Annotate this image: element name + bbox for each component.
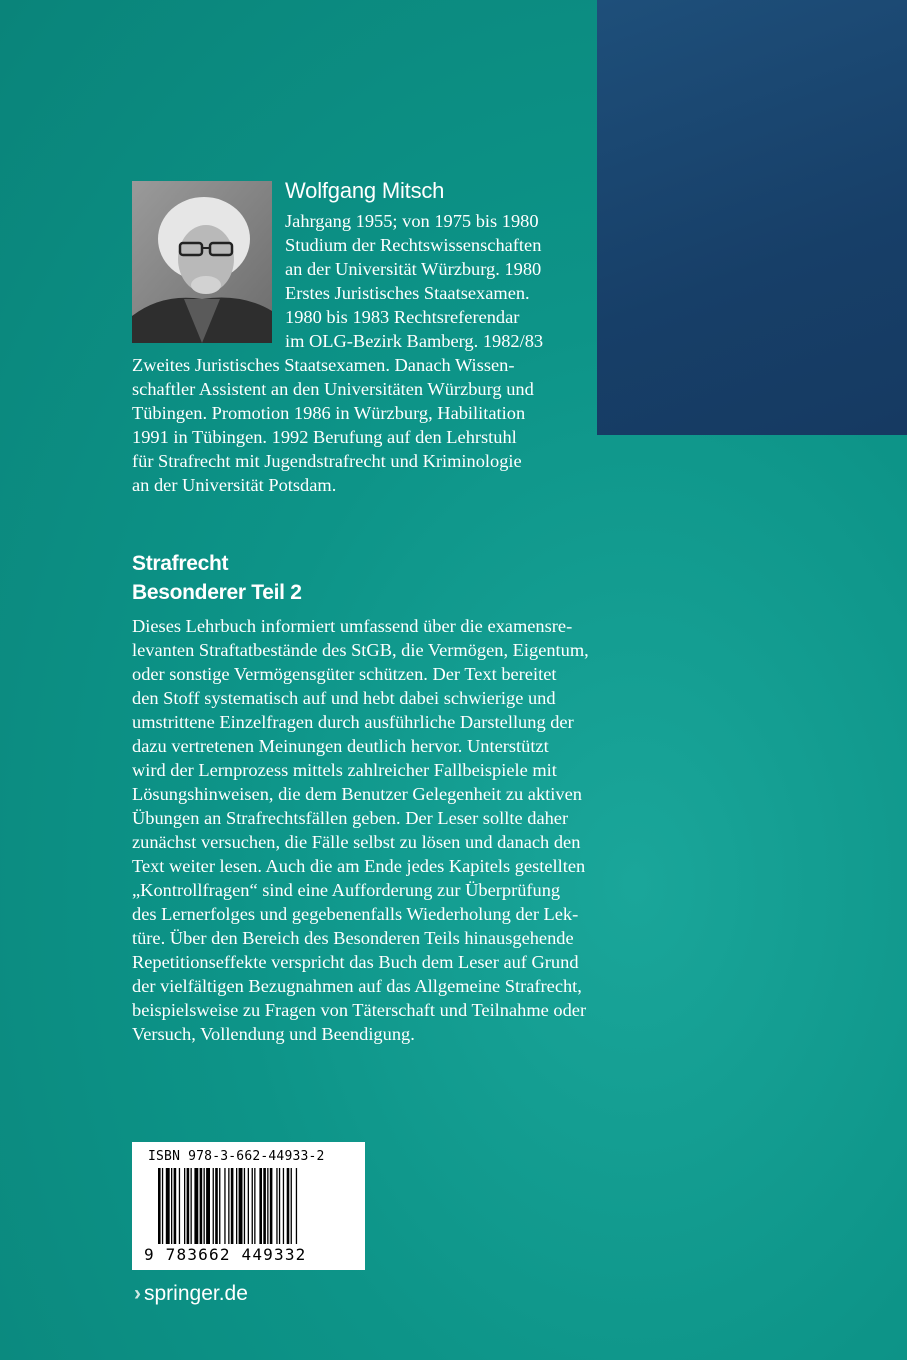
chevron-right-icon: › (134, 1282, 141, 1305)
barcode-digits: 9 783662 449332 (144, 1245, 307, 1264)
book-title: Strafrecht (132, 552, 229, 575)
bio-line: im OLG-Bezirk Bamberg. 1982/83 (285, 331, 544, 351)
description-line: oder sonstige Vermögensgüter schützen. Der Text bereitet (132, 664, 557, 684)
author-photo (132, 181, 272, 343)
bio-line: Studium der Rechtswissenschaften (285, 235, 542, 255)
bio-line: Tübingen. Promotion 1986 in Würzburg, Habilitation (132, 403, 526, 423)
description-line: Text weiter lesen. Auch die am Ende jedes Kapitels gestellten (132, 856, 586, 876)
description-line: Lösungshinweisen, die dem Benutzer Gelegenheit zu aktiven (132, 784, 582, 804)
bio-line: Zweites Juristisches Staatsexamen. Danach Wissen- (132, 355, 515, 375)
description-line: Übungen an Strafrechtsfällen geben. Der Leser sollte daher (132, 808, 569, 828)
description-line: Dieses Lehrbuch informiert umfassend über die examensre- (132, 616, 573, 636)
bio-line: Jahrgang 1955; von 1975 bis 1980 (285, 211, 539, 231)
bio-line: an der Universität Potsdam. (132, 475, 337, 495)
book-subtitle: Besonderer Teil 2 (132, 581, 302, 604)
navy-decorative-block (597, 0, 907, 435)
description-line: dazu vertretenen Meinungen deutlich hervor. Unterstützt (132, 736, 549, 756)
description-line: beispielsweise zu Fragen von Täterschaft und Teilnahme oder (132, 1000, 587, 1020)
bio-line: an der Universität Würzburg. 1980 (285, 259, 542, 279)
description-line: Repetitionseffekte verspricht das Buch dem Leser auf Grund (132, 952, 579, 972)
description-line: des Lernerfolges und gegebenenfalls Wiederholung der Lek- (132, 904, 579, 924)
bio-line: Erstes Juristisches Staatsexamen. (285, 283, 530, 303)
description-line: wird der Lernprozess mittels zahlreicher Fallbeispiele mit (132, 760, 557, 780)
description-line: türe. Über den Bereich des Besonderen Teils hinausgehende (132, 928, 574, 948)
bio-line: schaftler Assistent an den Universitäten Würzburg und (132, 379, 534, 399)
description-line: umstrittene Einzelfragen durch ausführliche Darstellung der (132, 712, 574, 732)
barcode-bars (158, 1168, 342, 1246)
description-line: zunächst versuchen, die Fälle selbst zu lösen und danach den (132, 832, 581, 852)
publisher-url: springer.de (144, 1282, 248, 1305)
description-line: den Stoff systematisch auf und hebt dabei schwierige und (132, 688, 556, 708)
description-line: der vielfältigen Bezugnahmen auf das Allgemeine Strafrecht, (132, 976, 582, 996)
description-line: levanten Straftatbestände des StGB, die Vermögen, Eigentum, (132, 640, 589, 660)
isbn-label: ISBN 978-3-662-44933-2 (148, 1149, 325, 1164)
bio-line: für Strafrecht mit Jugendstrafrecht und Kriminologie (132, 451, 522, 471)
isbn-barcode (132, 1142, 365, 1270)
description-line: Versuch, Vollendung und Beendigung. (132, 1024, 415, 1044)
bio-line: 1980 bis 1983 Rechtsreferendar (285, 307, 520, 327)
bio-line: 1991 in Tübingen. 1992 Berufung auf den Lehrstuhl (132, 427, 517, 447)
author-name: Wolfgang Mitsch (285, 178, 445, 203)
description-line: „Kontrollfragen“ sind eine Aufforderung zur Überprüfung (132, 880, 561, 900)
publisher-link[interactable] (134, 1282, 248, 1306)
